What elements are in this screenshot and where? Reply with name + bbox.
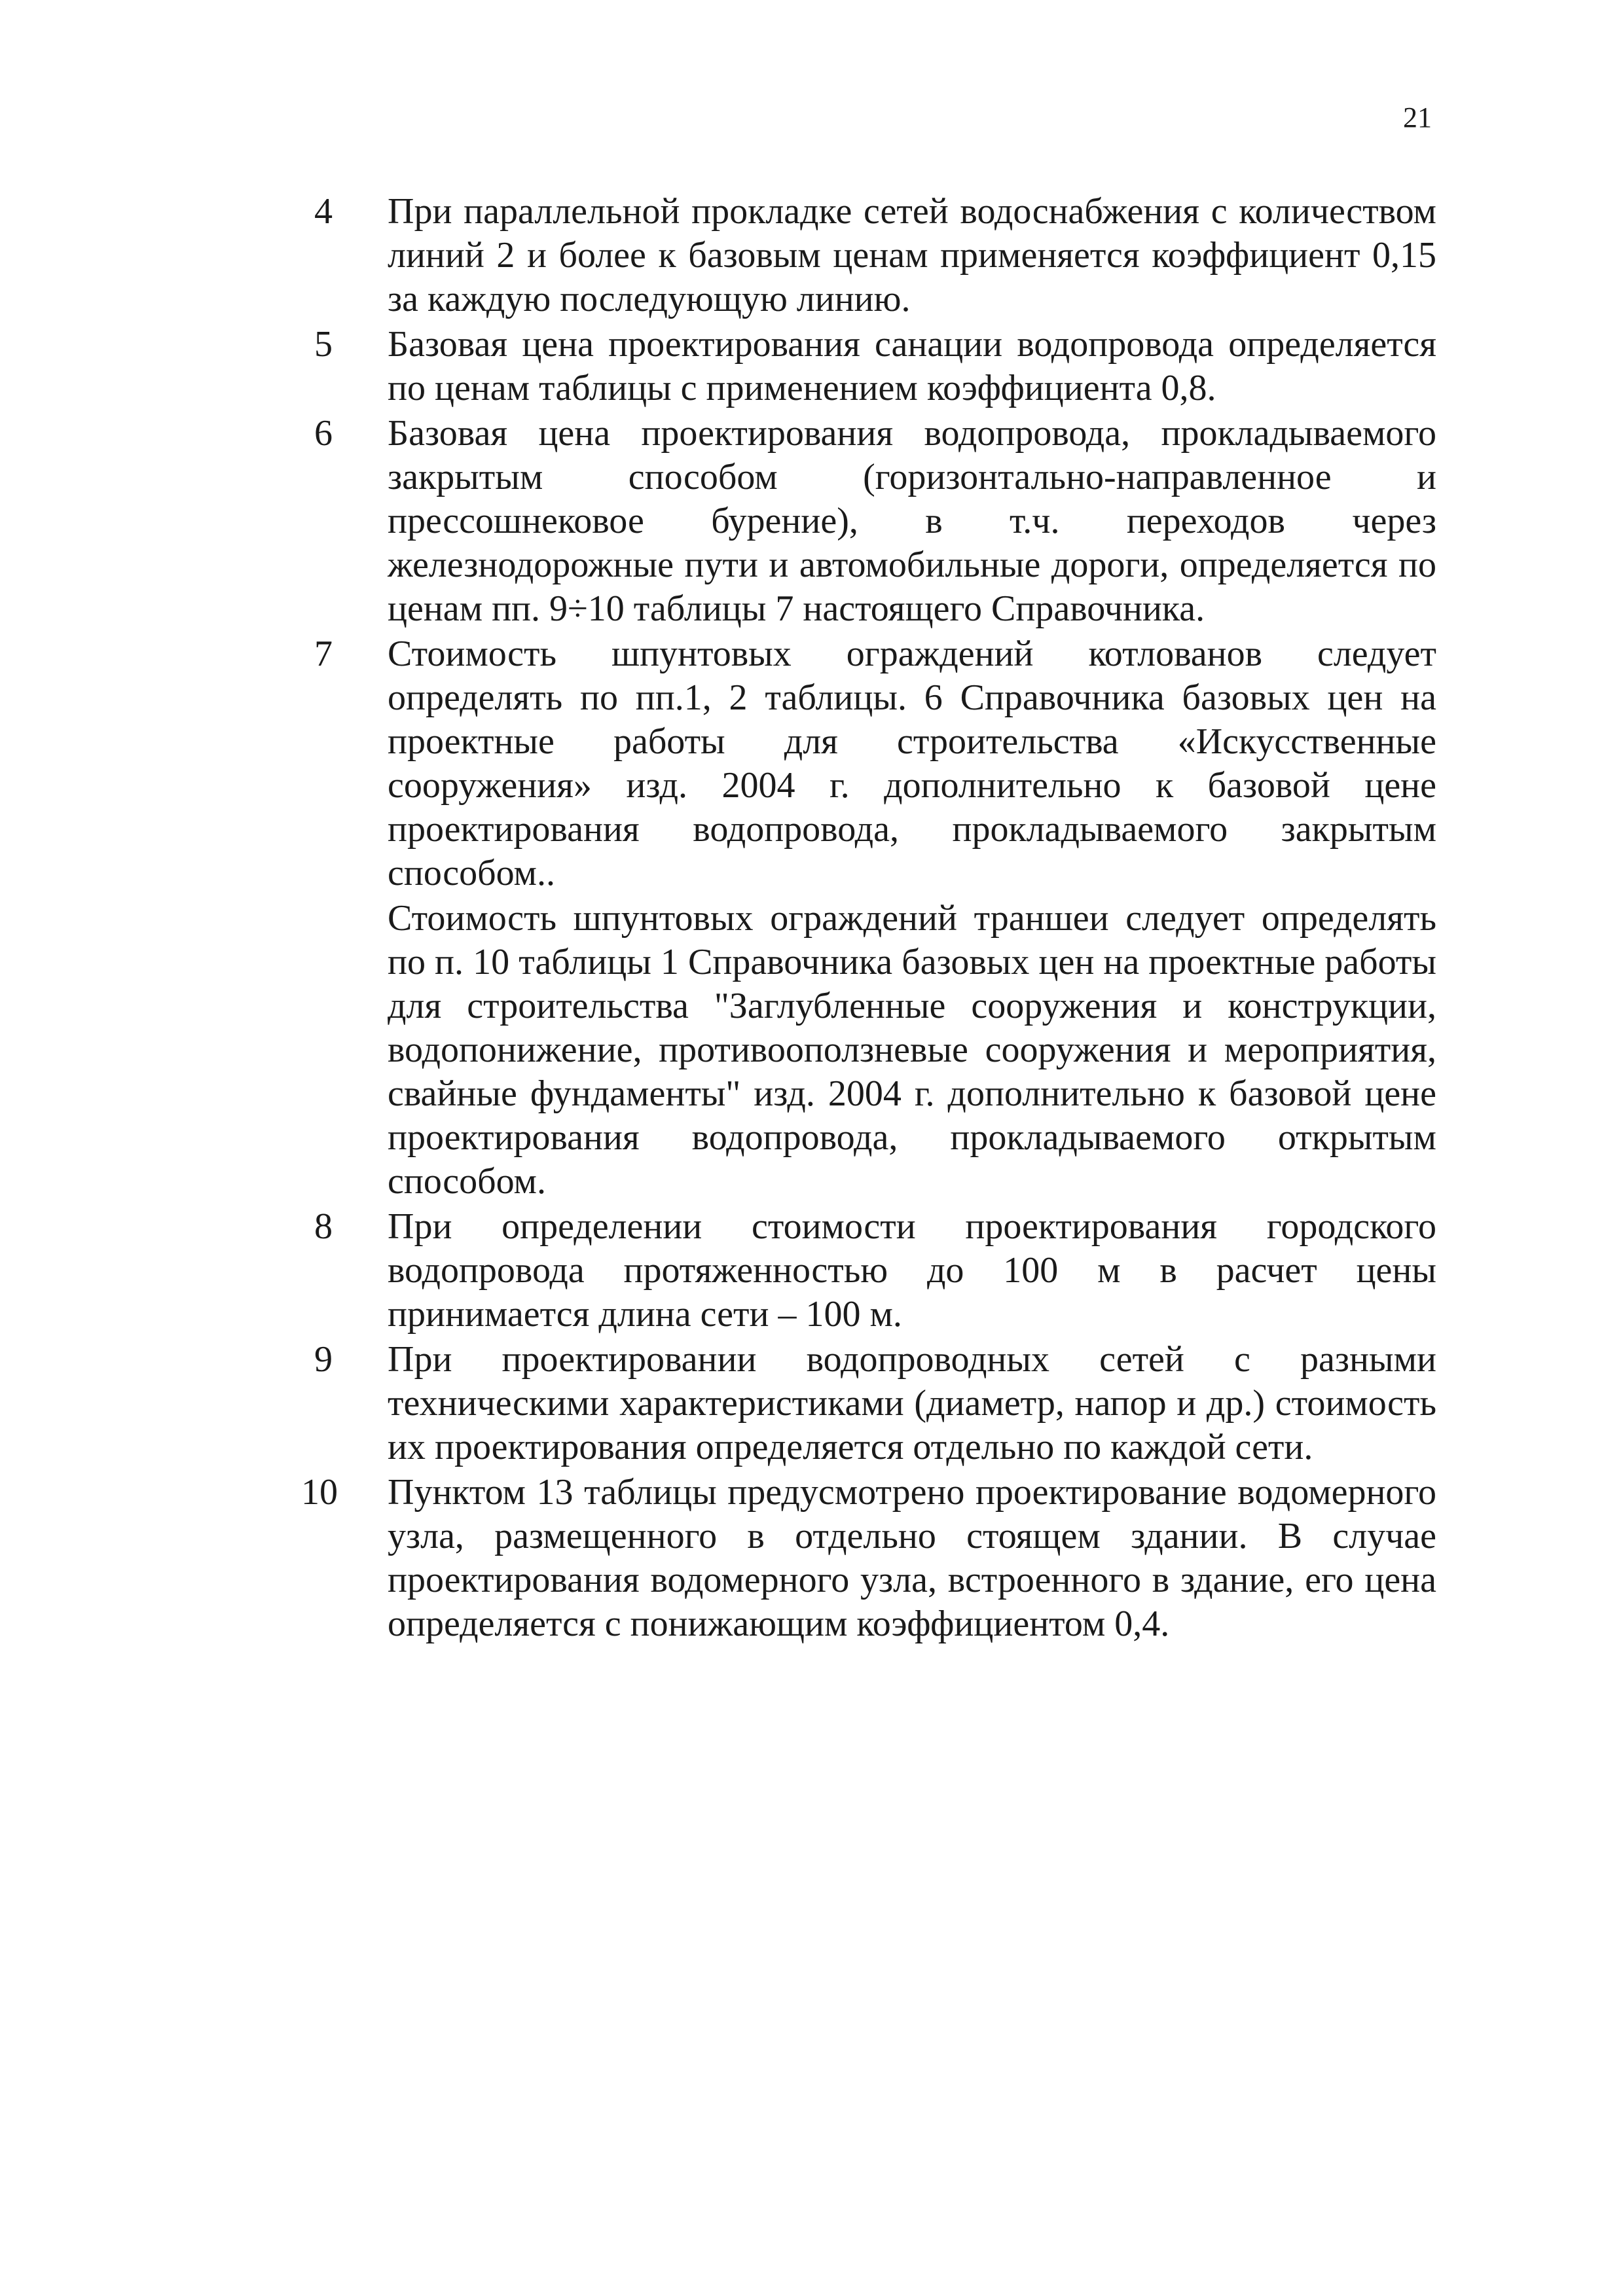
note-text: Стоимость шпунтовых ограждений котлованов следует определять по пп.1, 2 таблицы. 6 Справочника базовых цен на проектные работы для строительства «Искусственные сооружения» изд. 2004 г. дополнительно к базовой цене проектирования водопровода, прокладываемого закрытым способом..	[388, 634, 1436, 893]
note-text: При определении стоимости проектирования городского водопровода протяженностью до 100 м в расчет цены принимается длина сети – 100 м.	[388, 1206, 1436, 1335]
note-number: 4	[314, 191, 333, 232]
note-number: 10	[301, 1472, 338, 1513]
note-text: Пунктом 13 таблицы предусмотрено проектирование водомерного узла, размещенного в отдельно стоящем здании. В случае проектирования водомерного узла, встроенного в здание, его цена определяется с понижающим коэффициентом 0,4.	[388, 1472, 1436, 1644]
note-text-continuation: Стоимость шпунтовых ограждений траншеи следует определять по п. 10 таблицы 1 Справочника базовых цен на проектные работы для строительства "Заглубленные сооружения и конструкции, водопонижение, противооползневые сооружения и мероприятия, свайные фундаменты" изд. 2004 г. дополнительно к базовой цене проектирования водопровода, прокладываемого открытым способом.	[388, 898, 1436, 1202]
note-item-5	[314, 323, 1436, 410]
note-number: 6	[314, 413, 333, 454]
note-number: 8	[314, 1206, 333, 1247]
note-text: При проектировании водопроводных сетей с разными техническими характеристиками (диаметр, напор и др.) стоимость их проектирования определяется отдельно по каждой сети.	[388, 1339, 1436, 1467]
note-text: Базовая цена проектирования санации водопровода определяется по ценам таблицы с применением коэффициента 0,8.	[388, 324, 1436, 408]
note-item-6	[314, 412, 1436, 631]
note-item-9	[314, 1338, 1436, 1469]
note-text: При параллельной прокладке сетей водоснабжения с количеством линий 2 и более к базовым ценам применяется коэффициент 0,15 за каждую последующую линию.	[388, 191, 1436, 319]
note-item-4	[314, 190, 1436, 321]
note-text: Базовая цена проектирования водопровода, прокладываемого закрытым способом (горизонтально-направленное и прессошнековое бурение), в т.ч. переходов через железнодорожные пути и автомобильные дороги, определяется по ценам пп. 9÷10 таблицы 7 настоящего Справочника.	[388, 413, 1436, 629]
note-number: 5	[314, 324, 333, 365]
note-item-7	[314, 632, 1436, 1204]
note-item-8	[314, 1205, 1436, 1336]
notes-list	[301, 190, 1436, 1646]
note-number: 9	[314, 1339, 333, 1380]
page-number: 21	[1403, 101, 1432, 134]
note-number: 7	[314, 634, 333, 674]
note-item-10	[301, 1471, 1436, 1646]
